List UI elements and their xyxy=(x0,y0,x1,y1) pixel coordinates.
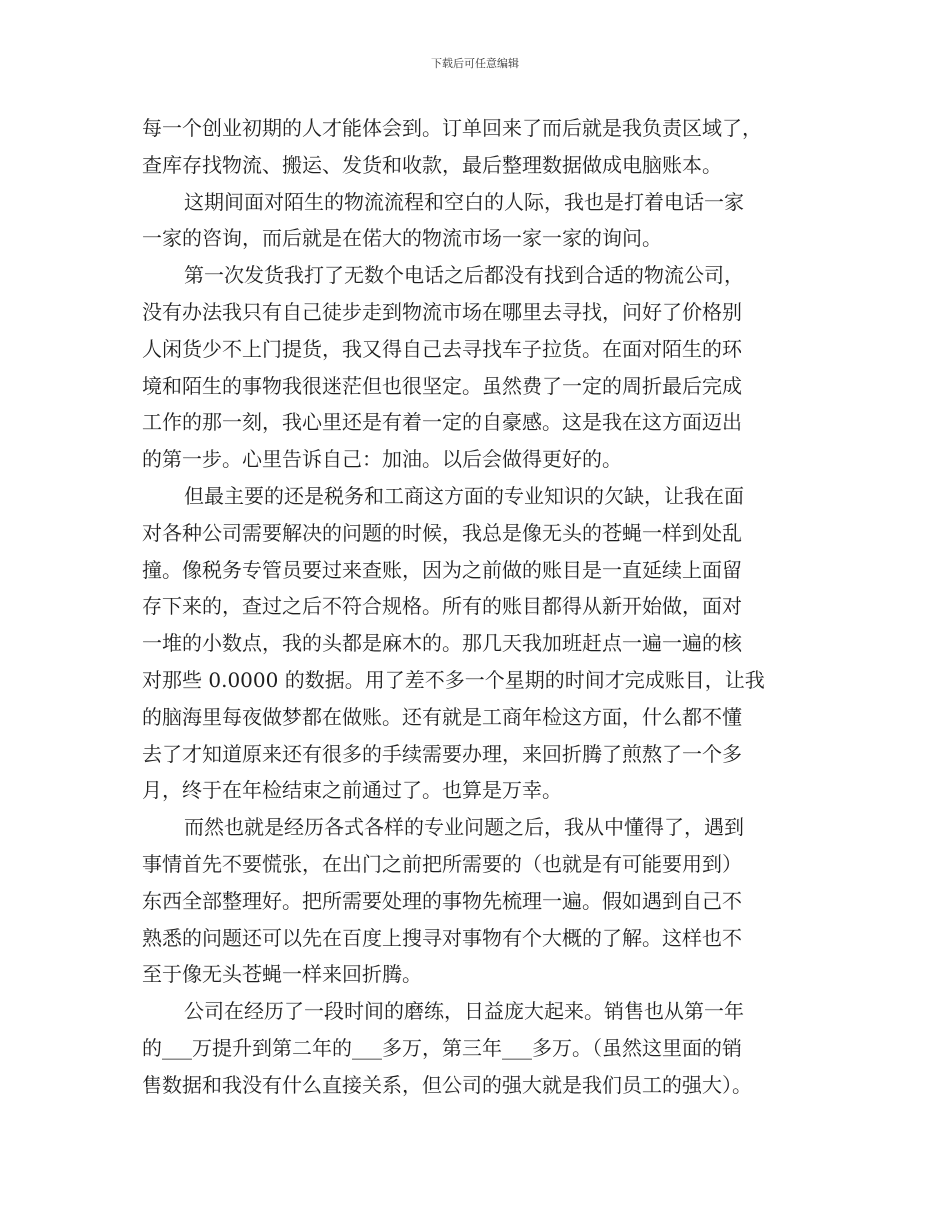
text-line: 公司在经历了一段时间的磨练，日益庞大起来。销售也从第一年 xyxy=(184,999,744,1024)
text-line: 东西全部整理好。把所需要处理的事物先梳理一遍。假如遇到自己不 xyxy=(142,888,742,913)
text-line: 去了才知道原来还有很多的手续需要办理，来回折腾了煎熬了一个多 xyxy=(142,741,742,766)
text-line: 而然也就是经历各式各样的专业问题之后，我从中懂得了，遇到 xyxy=(184,815,744,840)
text-line: 撞。像税务专管员要过来查账，因为之前做的账目是一直延续上面留 xyxy=(142,557,742,582)
text-line: 的脑海里每夜做梦都在做账。还有就是工商年检这方面，什么都不懂 xyxy=(142,704,742,729)
page-header: 下载后可任意编辑 xyxy=(431,57,519,70)
text-line: 一堆的小数点，我的头都是麻木的。那几天我加班赶点一遍一遍的核 xyxy=(142,631,742,656)
text-line: 工作的那一刻，我心里还是有着一定的自豪感。这是我在这方面迈出 xyxy=(142,410,742,435)
text-line: 一家的咨询，而后就是在偌大的物流市场一家一家的询问。 xyxy=(142,226,662,251)
text-line: 售数据和我没有什么直接关系，但公司的强大就是我们员工的强大）。 xyxy=(142,1072,752,1097)
text-line: 境和陌生的事物我很迷茫但也很坚定。虽然费了一定的周折最后完成 xyxy=(142,373,742,398)
text-line: 查库存找物流、搬运、发货和收款，最后整理数据做成电脑账本。 xyxy=(142,152,722,177)
document-body xyxy=(142,110,812,1104)
text-line: 的___万提升到第二年的___多万，第三年___多万。（虽然这里面的销 xyxy=(142,1035,742,1060)
text-line: 这期间面对陌生的物流流程和空白的人际，我也是打着电话一家 xyxy=(184,189,744,214)
text-line: 每一个创业初期的人才能体会到。订单回来了而后就是我负责区域了， xyxy=(142,116,762,140)
text-line: 熟悉的问题还可以先在百度上搜寻对事物有个大概的了解。这样也不 xyxy=(142,925,742,950)
text-line: 的第一步。心里告诉自己：加油。以后会做得更好的。 xyxy=(142,447,622,472)
text-line: 第一次发货我打了无数个电话之后都没有找到合适的物流公司， xyxy=(184,263,744,288)
text-line: 事情首先不要慌张，在出门之前把所需要的（也就是有可能要用到） xyxy=(142,851,742,876)
text-line: 人闲货少不上门提货，我又得自己去寻找车子拉货。在面对陌生的环 xyxy=(142,336,742,361)
text-line: 对各种公司需要解决的问题的时候，我总是像无头的苍蝇一样到处乱 xyxy=(142,520,742,545)
text-line: 但最主要的还是税务和工商这方面的专业知识的欠缺，让我在面 xyxy=(184,483,744,508)
text-line: 没有办法我只有自己徒步走到物流市场在哪里去寻找，问好了价格别 xyxy=(142,299,742,324)
text-line: 月，终于在年检结束之前通过了。也算是万幸。 xyxy=(142,778,562,803)
text-line: 至于像无头苍蝇一样来回折腾。 xyxy=(142,962,422,987)
text-line: 对那些 0.0000 的数据。用了差不多一个星期的时间才完成账目，让我 xyxy=(142,667,765,692)
text-line: 存下来的，查过之后不符合规格。所有的账目都得从新开始做，面对 xyxy=(142,594,742,619)
